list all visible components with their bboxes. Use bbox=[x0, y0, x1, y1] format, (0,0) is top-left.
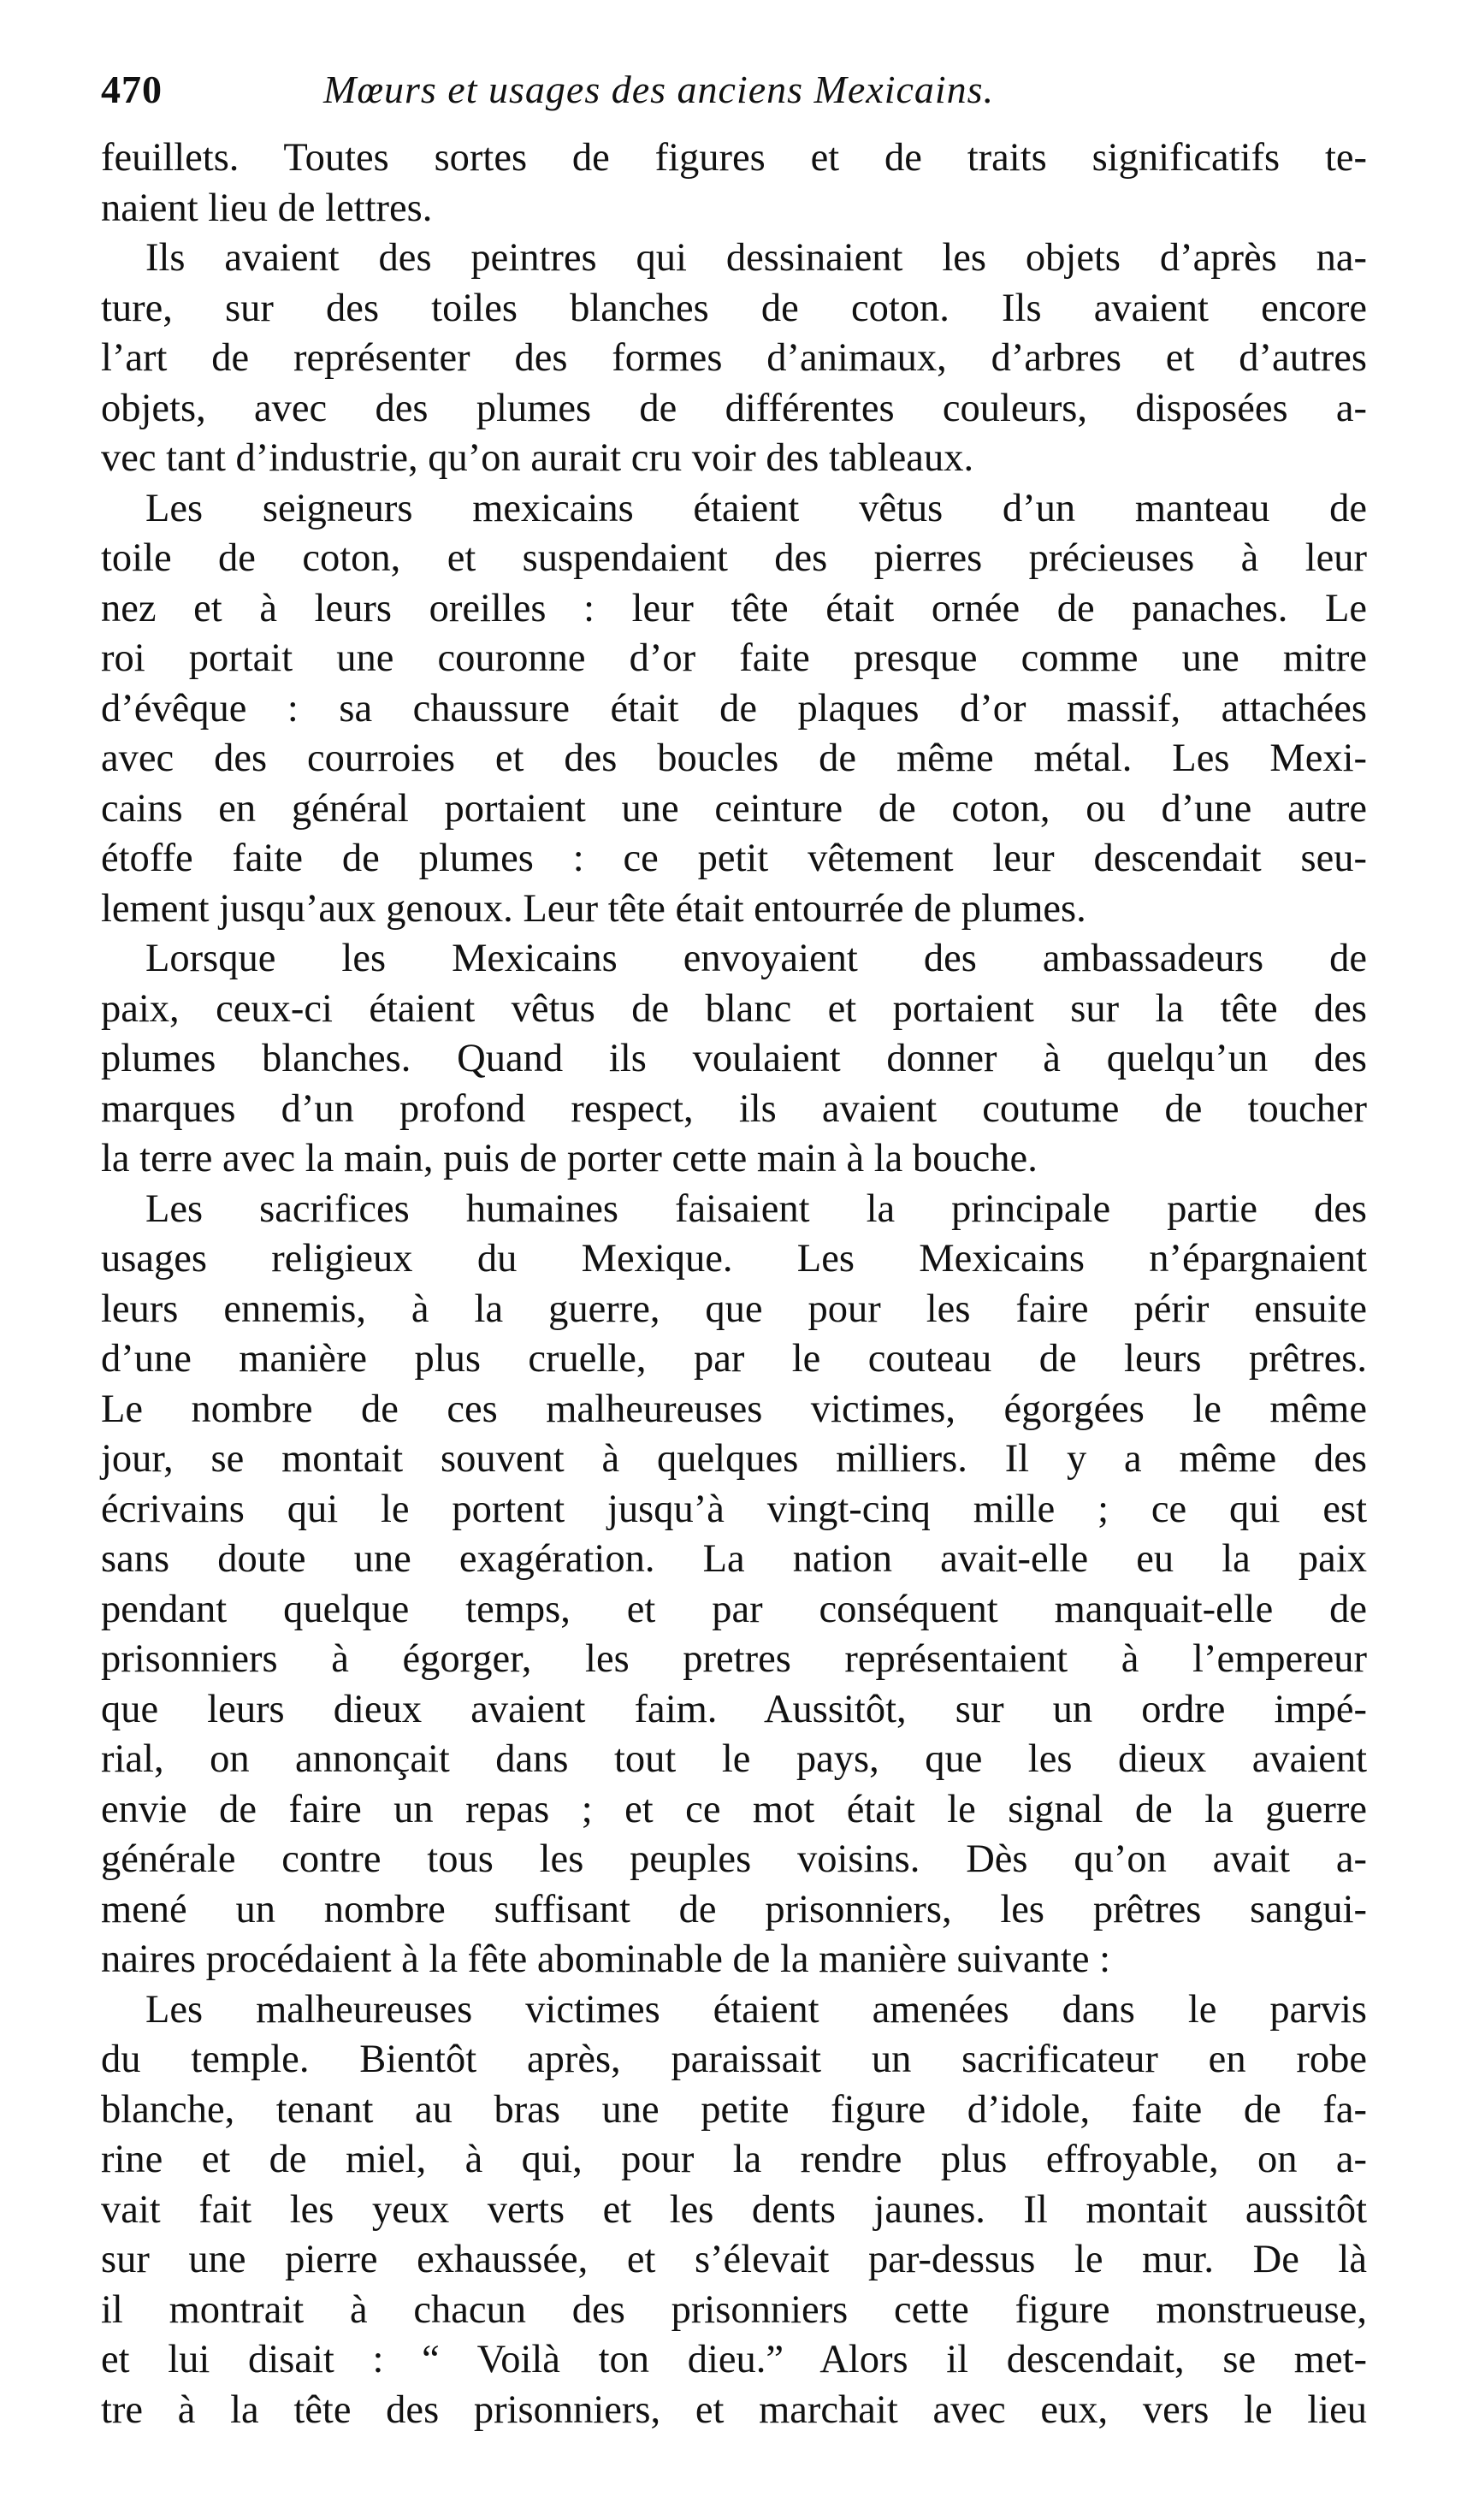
text-line: cains en général portaient une ceinture de coton, ou d’une autre bbox=[101, 786, 1367, 831]
text-line: Le nombre de ces malheureuses victimes, égorgées le même bbox=[101, 1387, 1367, 1431]
text-line: l’art de représenter des formes d’animaux, d’arbres et d’autres bbox=[101, 336, 1367, 380]
text-line: leurs ennemis, à la guerre, que pour les faire périr ensuite bbox=[101, 1287, 1367, 1331]
text-line: lement jusqu’aux genoux. Leur tête était entourrée de plumes. bbox=[101, 886, 1086, 931]
text-line: vait fait les yeux verts et les dents jaunes. Il montait aussitôt bbox=[101, 2187, 1367, 2232]
text-line: tre à la tête des prisonniers, et marchait avec eux, vers le lieu bbox=[101, 2387, 1367, 2432]
text-line: roi portait une couronne d’or faite presque comme une mitre bbox=[101, 636, 1367, 680]
text-line: et lui disait : “ Voilà ton dieu.” Alors il descendait, se met- bbox=[101, 2338, 1367, 2381]
text-line: feuillets. Toutes sortes de figures et de traits significatifs te- bbox=[101, 136, 1367, 180]
text-line: Ils avaient des peintres qui dessinaient les objets d’après na- bbox=[145, 236, 1367, 280]
text-line: Les seigneurs mexicains étaient vêtus d’un manteau de bbox=[145, 486, 1367, 530]
text-line: naient lieu de lettres. bbox=[101, 186, 433, 230]
text-line: envie de faire un repas ; et ce mot était le signal de la guerre bbox=[101, 1787, 1367, 1831]
paragraph bbox=[101, 934, 1367, 1185]
page-header bbox=[101, 67, 1367, 120]
text-line: étoffe faite de plumes : ce petit vêtement leur descendait seu- bbox=[101, 837, 1367, 880]
text-line: nez et à leurs oreilles : leur tête était ornée de panaches. Le bbox=[101, 586, 1367, 630]
paragraph bbox=[101, 1985, 1367, 2436]
text-line: plumes blanches. Quand ils voulaient donner à quelqu’un des bbox=[101, 1037, 1367, 1080]
paragraph bbox=[101, 234, 1367, 484]
text-line: toile de coton, et suspendaient des pierres précieuses à leur bbox=[101, 536, 1367, 580]
text-line: pendant quelque temps, et par conséquent manquait-elle de bbox=[101, 1587, 1367, 1631]
text-line: rine et de miel, à qui, pour la rendre plus effroyable, on a- bbox=[101, 2138, 1367, 2181]
text-line: la terre avec la main, puis de porter cette main à la bouche. bbox=[101, 1137, 1038, 1180]
text-line: Les malheureuses victimes étaient amenées dans le parvis bbox=[145, 1987, 1367, 2032]
text-line: sur une pierre exhaussée, et s’élevait par-dessus le mur. De là bbox=[101, 2238, 1367, 2281]
running-title: Mœurs et usages des anciens Mexicains. bbox=[323, 68, 995, 111]
text-line: mené un nombre suffisant de prisonniers, les prêtres sangui- bbox=[101, 1887, 1367, 1931]
text-line: d’évêque : sa chaussure était de plaques d’or massif, attachées bbox=[101, 686, 1367, 731]
text-line: générale contre tous les peuples voisins. Dès qu’on avait a- bbox=[101, 1837, 1367, 1881]
paragraph bbox=[101, 133, 1367, 234]
book-page bbox=[101, 67, 1367, 2435]
text-line: ture, sur des toiles blanches de coton. Ils avaient encore bbox=[101, 286, 1367, 330]
page-number: 470 bbox=[101, 68, 163, 111]
text-line: Les sacrifices humaines faisaient la principale partie des bbox=[145, 1186, 1367, 1231]
text-line: écrivains qui le portent jusqu’à vingt-cinq mille ; ce qui est bbox=[101, 1487, 1367, 1531]
text-line: objets, avec des plumes de différentes couleurs, disposées a- bbox=[101, 386, 1367, 430]
paragraph bbox=[101, 484, 1367, 935]
text-line: il montrait à chacun des prisonniers cette figure monstrueuse, bbox=[101, 2287, 1367, 2332]
text-line: d’une manière plus cruelle, par le couteau de leurs prêtres. bbox=[101, 1337, 1367, 1381]
text-line: du temple. Bientôt après, paraissait un sacrificateur en robe bbox=[101, 2038, 1367, 2081]
text-line: jour, se montait souvent à quelques milliers. Il y a même des bbox=[101, 1437, 1367, 1481]
text-line: vec tant d’industrie, qu’on aurait cru voir des tableaux. bbox=[101, 436, 974, 480]
text-line: rial, on annonçait dans tout le pays, que les dieux avaient bbox=[101, 1737, 1367, 1781]
text-line: blanche, tenant au bras une petite figure d’idole, faite de fa- bbox=[101, 2087, 1367, 2132]
text-line: marques d’un profond respect, ils avaient coutume de toucher bbox=[101, 1086, 1367, 1131]
text-line: prisonniers à égorger, les pretres représentaient à l’empereur bbox=[101, 1637, 1367, 1681]
text-line: avec des courroies et des boucles de même métal. Les Mexi- bbox=[101, 736, 1367, 780]
text-line: naires procédaient à la fête abominable de la manière suivante : bbox=[101, 1937, 1111, 1981]
text-line: Lorsque les Mexicains envoyaient des ambassadeurs de bbox=[145, 937, 1367, 980]
paragraph bbox=[101, 1185, 1367, 1985]
text-line: paix, ceux-ci étaient vêtus de blanc et portaient sur la tête des bbox=[101, 986, 1367, 1031]
body-text bbox=[101, 133, 1367, 2435]
text-line: sans doute une exagération. La nation avait-elle eu la paix bbox=[101, 1537, 1367, 1581]
text-line: que leurs dieux avaient faim. Aussitôt, sur un ordre impé- bbox=[101, 1687, 1367, 1731]
text-line: usages religieux du Mexique. Les Mexicains n’épargnaient bbox=[101, 1237, 1367, 1281]
